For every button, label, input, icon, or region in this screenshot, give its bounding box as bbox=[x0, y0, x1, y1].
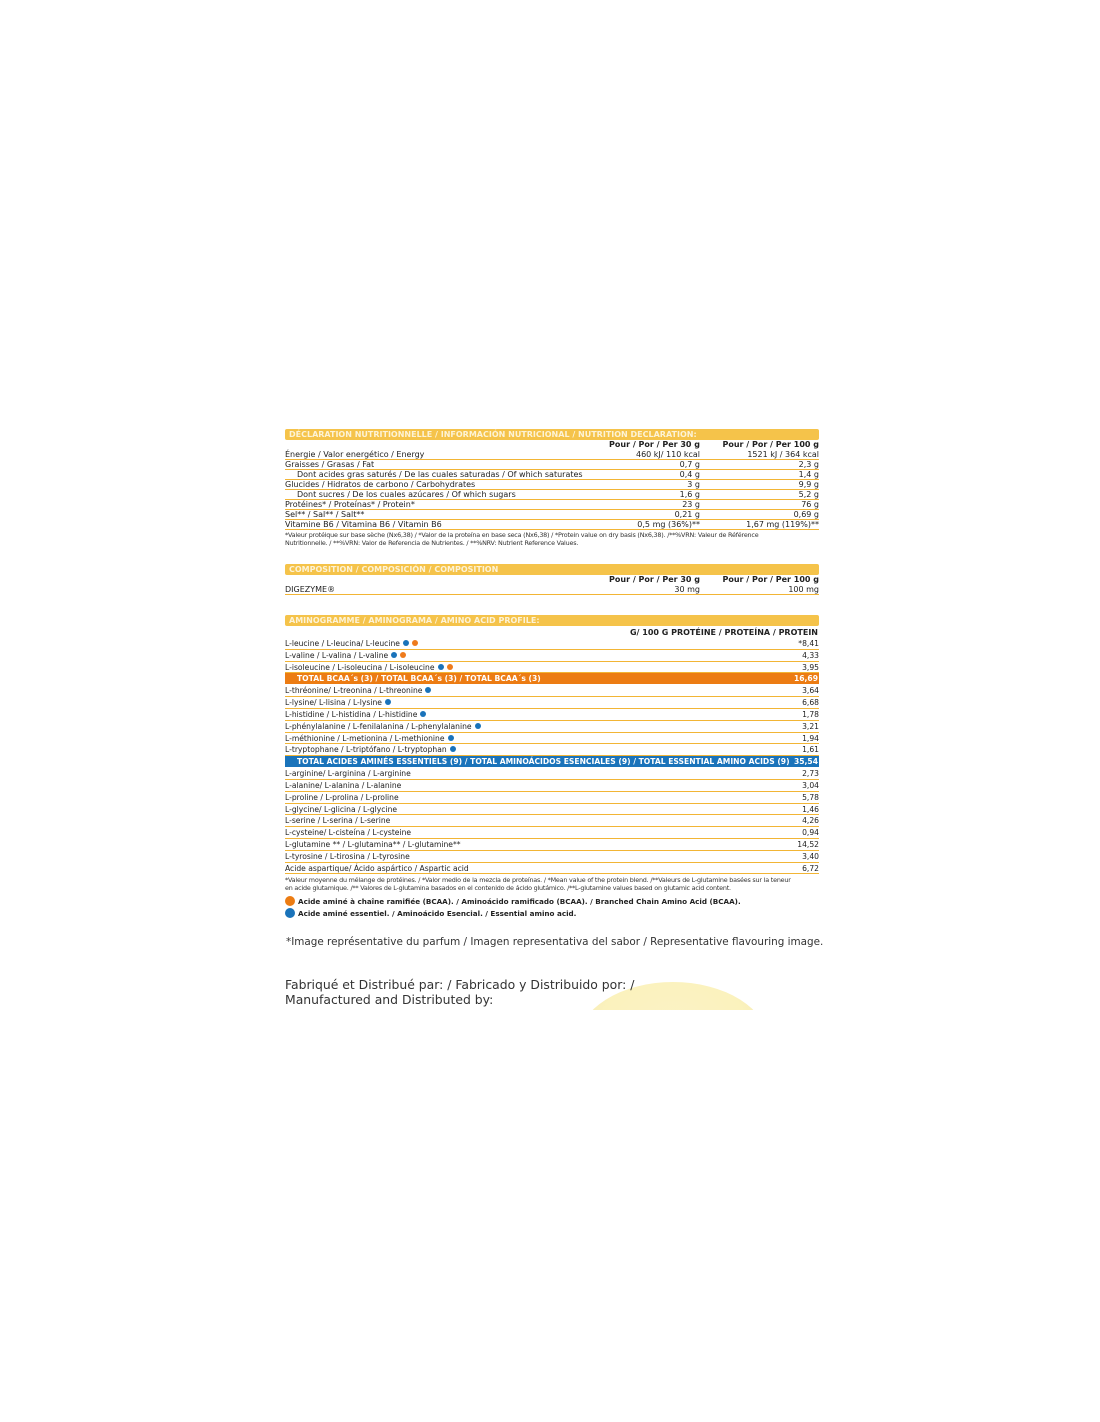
amino-footnote-line-1: *Valeur moyenne du mélange de protéines. / *Valor medio de la mezcla de proteínas. / *Mean value of the protein blend. /**Valeurs de L-glutamine basées sur la teneur bbox=[285, 876, 791, 885]
composition-panel bbox=[285, 564, 819, 595]
legend-bcaa bbox=[285, 896, 819, 907]
amino-row-value: 4,26 bbox=[802, 816, 819, 826]
nutrition-row-label: Dont sucres / De los cuales azúcares / Of which sugars bbox=[297, 490, 516, 499]
bcaa-total-value: 16,69 bbox=[793, 674, 818, 684]
amino-row-label-wrap bbox=[285, 851, 410, 862]
amino-row-label: L-alanine/ L-alanina / L-alanine bbox=[285, 780, 402, 790]
amino-row-label-wrap bbox=[285, 804, 397, 815]
nutrition-row-value-30g: 23 g bbox=[682, 500, 700, 509]
essential-total-row bbox=[285, 756, 819, 767]
essential-dot-icon bbox=[475, 723, 481, 729]
amino-row-label-wrap bbox=[285, 815, 390, 826]
nutrition-row-label: Dont acides gras saturés / De las cuales saturadas / Of which saturates bbox=[297, 470, 583, 479]
amino-row-label: L-glycine/ L-glicina / L-glycine bbox=[285, 804, 398, 814]
nutrition-footnote-line-1: *Valeur protéique sur base sèche (Nx6,38) / *Valor de la proteína en base seca (Nx6,38) / *Protein value on dry basis (Nx6,38). /**%VRN: Valeur de Référence bbox=[285, 531, 759, 539]
nutrition-row-value-100g: 1521 kJ / 364 kcal bbox=[747, 450, 819, 459]
nutrition-row-label: Vitamine B6 / Vitamina B6 / Vitamin B6 bbox=[285, 520, 442, 529]
nutrition-row bbox=[285, 490, 819, 500]
amino-row-label-wrap bbox=[285, 863, 469, 874]
amino-row-label: L-méthionine / L-metionina / L-methionine bbox=[285, 733, 445, 743]
amino-row bbox=[285, 650, 819, 662]
amino-row-value: 5,78 bbox=[802, 792, 819, 802]
amino-row-label-wrap bbox=[285, 638, 418, 649]
amino-row-label: L-glutamine ** / L-glutamina** / L-glutamine** bbox=[285, 839, 461, 849]
composition-title: COMPOSITION / COMPOSICIÓN / COMPOSITION bbox=[285, 564, 819, 575]
nutrition-row-value-100g: 2,3 g bbox=[798, 460, 819, 469]
nutrition-row-label: Énergie / Valor energético / Energy bbox=[285, 450, 425, 459]
amino-row-value: 3,04 bbox=[802, 780, 819, 790]
amino-row-value: 1,94 bbox=[802, 733, 819, 743]
amino-row bbox=[285, 709, 819, 721]
nutrition-row bbox=[285, 470, 819, 480]
amino-row bbox=[285, 721, 819, 733]
nutrition-col-100g: Pour / Por / Per 100 g bbox=[722, 440, 819, 449]
nutrition-row-label: Graisses / Grasas / Fat bbox=[285, 460, 375, 469]
amino-row-label-wrap bbox=[285, 744, 456, 755]
amino-row-value: 1,46 bbox=[802, 804, 819, 814]
amino-row-label-wrap bbox=[285, 709, 426, 720]
essential-total-label: TOTAL ACIDES AMINÉS ESSENTIELS (9) / TOTAL AMINOÁCIDOS ESENCIALES (9) / TOTAL ESSENTIAL AMINO ACIDS (9) bbox=[297, 757, 790, 767]
amino-row-label-wrap bbox=[285, 733, 454, 744]
essential-dot-icon bbox=[448, 735, 454, 741]
amino-row-label: Acide aspartique/ Ácido aspártico / Aspartic acid bbox=[285, 863, 469, 873]
amino-row-value: 2,73 bbox=[802, 769, 819, 779]
amino-row bbox=[285, 827, 819, 839]
amino-row-label: L-phénylalanine / L-fenilalanina / L-phenylalanine bbox=[285, 721, 472, 731]
amino-row-label: L-tyrosine / L-tirosina / L-tyrosine bbox=[285, 851, 410, 861]
manufacturer-line-1: Fabriqué et Distribué par: / Fabricado y Distribuido por: / bbox=[285, 977, 635, 992]
bcaa-total-row bbox=[285, 673, 819, 684]
nutrition-row-label: Glucides / Hidratos de carbono / Carbohydrates bbox=[285, 480, 476, 489]
amino-row-label: L-serine / L-serina / L-serine bbox=[285, 816, 391, 826]
nutrition-row-label: Protéines* / Proteínas* / Protein* bbox=[285, 500, 415, 509]
amino-row-label-wrap bbox=[285, 768, 411, 779]
essential-dot-icon bbox=[425, 687, 431, 693]
amino-row bbox=[285, 792, 819, 804]
amino-row-value: *8,41 bbox=[798, 639, 819, 648]
essential-total-value: 35,54 bbox=[793, 757, 818, 767]
amino-row bbox=[285, 851, 819, 863]
amino-row-label: L-proline / L-prolina / L-proline bbox=[285, 792, 399, 802]
composition-rows bbox=[285, 585, 819, 595]
composition-row-label: DIGEZYME® bbox=[285, 585, 336, 594]
amino-row-value: 3,64 bbox=[802, 686, 819, 696]
manufacturer-block bbox=[285, 977, 634, 1007]
nutrition-row-value-100g: 76 g bbox=[801, 500, 819, 509]
amino-footnote bbox=[285, 877, 819, 892]
nutrition-row-value-30g: 3 g bbox=[687, 480, 700, 489]
amino-row-label: L-isoleucine / L-isoleucina / L-isoleucine bbox=[285, 662, 435, 672]
composition-header bbox=[285, 575, 819, 585]
amino-row-label-wrap bbox=[285, 827, 411, 838]
nutrition-row-label: Sel** / Sal** / Salt** bbox=[285, 510, 365, 519]
amino-row-label: L-cysteine/ L-cisteína / L-cysteine bbox=[285, 828, 412, 838]
amino-header bbox=[285, 626, 819, 638]
nutrition-title: DÉCLARATION NUTRITIONNELLE / INFORMACIÓN NUTRICIONAL / NUTRITION DECLARATION: bbox=[285, 429, 819, 440]
composition-row-value-30g: 30 mg bbox=[674, 585, 700, 594]
nutrition-row-value-30g: 0,4 g bbox=[679, 470, 700, 479]
amino-row-value: 3,21 bbox=[802, 721, 819, 731]
nutrition-row-value-30g: 1,6 g bbox=[679, 490, 700, 499]
essential-dot-icon bbox=[403, 640, 409, 646]
bcaa-dot-icon bbox=[447, 664, 453, 670]
legend-essential-text: Acide aminé essentiel. / Aminoácido Esencial. / Essential amino acid. bbox=[298, 909, 577, 919]
amino-row bbox=[285, 662, 819, 674]
amino-row bbox=[285, 863, 819, 875]
orange-dot-icon bbox=[285, 896, 295, 906]
nutrition-row-value-100g: 9,9 g bbox=[798, 480, 819, 489]
essential-dot-icon bbox=[385, 699, 391, 705]
amino-row-label: L-lysine/ L-lisina / L-lysine bbox=[285, 698, 382, 708]
composition-row-value-100g: 100 mg bbox=[788, 585, 819, 594]
bcaa-total-label: TOTAL BCAA´s (3) / TOTAL BCAA´s (3) / TOTAL BCAA´s (3) bbox=[297, 674, 541, 684]
amino-row-value: 14,52 bbox=[797, 839, 819, 849]
nutrition-col-30g: Pour / Por / Per 30 g bbox=[609, 440, 700, 449]
nutrition-row-value-100g: 1,67 mg (119%)** bbox=[746, 520, 819, 529]
legend-bcaa-text: Acide aminé à chaîne ramifiée (BCAA). / Aminoácido ramificado (BCAA). / Branched Chain Amino Acid (BCAA). bbox=[298, 897, 741, 907]
amino-row bbox=[285, 815, 819, 827]
amino-row-value: 3,95 bbox=[802, 662, 819, 672]
amino-row bbox=[285, 768, 819, 780]
nutrition-rows bbox=[285, 450, 819, 530]
manufacturer-line-2: Manufactured and Distributed by: bbox=[285, 992, 494, 1007]
amino-row bbox=[285, 638, 819, 650]
amino-row-label-wrap bbox=[285, 721, 481, 732]
amino-row-value: 0,94 bbox=[802, 828, 819, 838]
amino-row-label-wrap bbox=[285, 650, 406, 661]
legend-essential bbox=[285, 908, 819, 919]
other-amino-rows bbox=[285, 768, 819, 874]
amino-row-label: L-valine / L-valina / L-valine bbox=[285, 650, 389, 660]
nutrition-row-value-30g: 0,7 g bbox=[679, 460, 700, 469]
amino-row-value: 4,33 bbox=[802, 650, 819, 660]
essential-dot-icon bbox=[438, 664, 444, 670]
essential-dot-icon bbox=[420, 711, 426, 717]
amino-col-header: G/ 100 G PROTÉINE / PROTEÍNA / PROTEIN bbox=[629, 628, 818, 637]
amino-row-label: L-arginine/ L-arginina / L-arginine bbox=[285, 769, 411, 779]
essential-rows bbox=[285, 685, 819, 756]
amino-title: AMINOGRAMME / AMINOGRAMA / AMINO ACID PROFILE: bbox=[285, 615, 819, 626]
amino-row-value: 1,78 bbox=[802, 709, 819, 719]
nutrition-row-value-100g: 0,69 g bbox=[793, 510, 819, 519]
nutrition-row-value-100g: 5,2 g bbox=[798, 490, 819, 499]
nutrition-header bbox=[285, 440, 819, 450]
amino-row bbox=[285, 839, 819, 851]
amino-row-value: 1,61 bbox=[802, 745, 819, 755]
amino-row-label-wrap bbox=[285, 685, 431, 696]
amino-row-label: L-leucine / L-leucina/ L-leucine bbox=[285, 639, 400, 648]
essential-dot-icon bbox=[391, 652, 397, 658]
amino-row-label: L-thréonine/ L-treonina / L-threonine bbox=[285, 686, 423, 696]
nutrition-row bbox=[285, 520, 819, 530]
amino-row-label-wrap bbox=[285, 792, 399, 803]
bcaa-rows bbox=[285, 638, 819, 673]
amino-row bbox=[285, 780, 819, 792]
nutrition-row bbox=[285, 510, 819, 520]
amino-row-label-wrap bbox=[285, 697, 391, 708]
amino-row bbox=[285, 804, 819, 816]
amino-footnote-line-2: en acide glutamique. /** Valores de L-glutamina basados en el contenido de ácido glutámico. /**L-glutamine values based on glutamic acid content. bbox=[285, 883, 731, 892]
amino-row-label: L-histidine / L-histidina / L-histidine bbox=[285, 709, 418, 719]
amino-row-label-wrap bbox=[285, 839, 461, 850]
blue-dot-icon bbox=[285, 908, 295, 918]
essential-dot-icon bbox=[450, 746, 456, 752]
page-bottom-blank bbox=[0, 1010, 1100, 1422]
amino-panel bbox=[285, 615, 819, 919]
bcaa-dot-icon bbox=[412, 640, 418, 646]
amino-row bbox=[285, 697, 819, 709]
amino-row-value: 3,40 bbox=[802, 851, 819, 861]
nutrition-footnote bbox=[285, 531, 819, 547]
nutrition-row-value-30g: 0,5 mg (36%)** bbox=[637, 520, 700, 529]
amino-row-label: L-tryptophane / L-triptófano / L-tryptophan bbox=[285, 745, 447, 755]
amino-row bbox=[285, 733, 819, 745]
composition-col-100g: Pour / Por / Per 100 g bbox=[722, 575, 819, 584]
nutrition-panel bbox=[285, 429, 819, 547]
amino-row bbox=[285, 685, 819, 697]
nutrition-row bbox=[285, 480, 819, 490]
nutrition-row-value-30g: 460 kJ/ 110 kcal bbox=[635, 450, 700, 459]
amino-row-value: 6,72 bbox=[802, 863, 819, 873]
nutrition-row-value-100g: 1,4 g bbox=[798, 470, 819, 479]
nutrition-row-value-30g: 0,21 g bbox=[674, 510, 700, 519]
amino-row-label-wrap bbox=[285, 780, 401, 791]
nutrition-row bbox=[285, 500, 819, 510]
composition-col-30g: Pour / Por / Per 30 g bbox=[609, 575, 700, 584]
bcaa-dot-icon bbox=[400, 652, 406, 658]
nutrition-row bbox=[285, 450, 819, 460]
composition-row bbox=[285, 585, 819, 595]
amino-row-value: 6,68 bbox=[802, 698, 819, 708]
nutrition-row bbox=[285, 460, 819, 470]
amino-row-label-wrap bbox=[285, 662, 453, 673]
flavour-note: *Image représentative du parfum / Imagen representativa del sabor / Representative flavouring image. bbox=[286, 936, 824, 948]
amino-row bbox=[285, 744, 819, 756]
nutrition-footnote-line-2: Nutritionnelle. / **%VRN: Valor de Referencia de Nutrientes. / **%NRV: Nutrient Reference Values. bbox=[285, 539, 579, 547]
